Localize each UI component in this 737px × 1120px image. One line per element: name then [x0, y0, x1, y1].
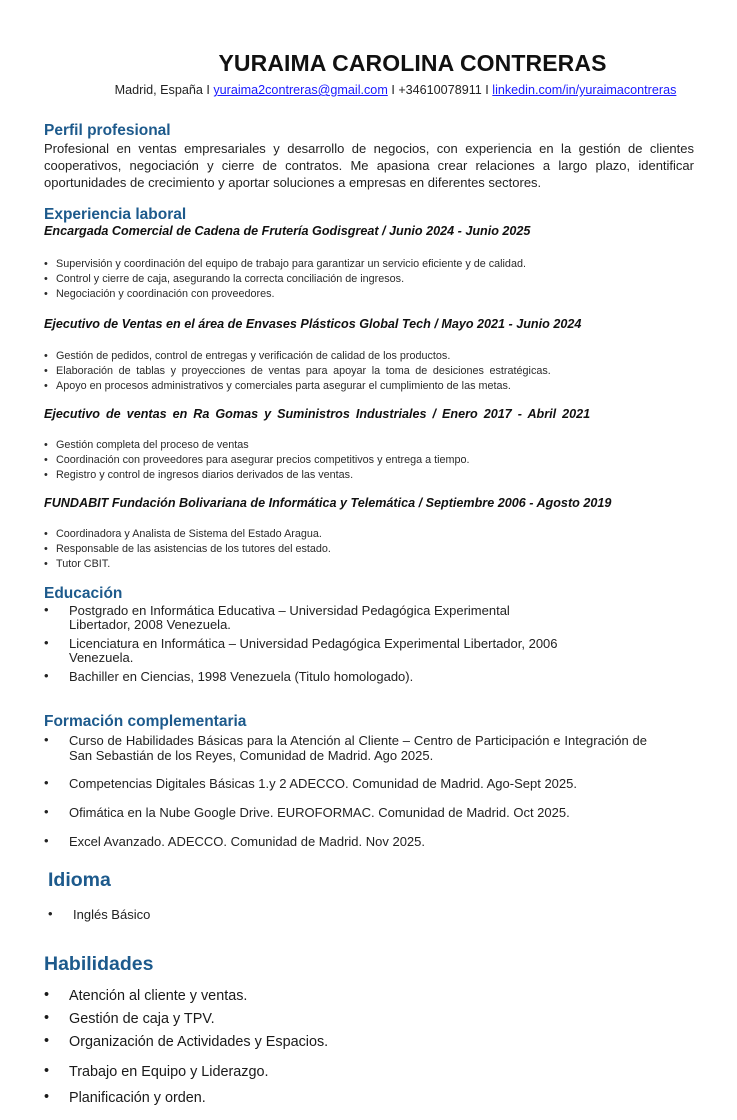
list-item: • Coordinadora y Analista de Sistema del Estado Aragua. — [44, 528, 322, 540]
candidate-name: YURAIMA CAROLINA CONTRERAS — [218, 50, 607, 76]
bullet-icon: • — [44, 635, 49, 650]
separator: I — [391, 83, 395, 97]
bullet-icon: • — [44, 528, 48, 540]
job-bullets — [44, 349, 629, 394]
experience-heading: Experiencia laboral — [44, 206, 187, 223]
job-bullets — [44, 257, 526, 302]
list-item: • Coordinación con proveedores para asegurar precios competitivos y entrega a tiempo. — [44, 454, 470, 466]
training-heading: Formación complementaria — [44, 713, 247, 730]
list-item: • Bachiller en Ciencias, 1998 Venezuela (Titulo homologado). — [44, 668, 414, 684]
bullet-icon: • — [44, 469, 48, 481]
profile-heading: Perfil profesional — [44, 122, 171, 139]
separator: I — [485, 83, 489, 97]
education-heading: Educación — [44, 585, 123, 602]
bullet-icon: • — [44, 258, 48, 270]
bullet-icon: • — [44, 1089, 50, 1105]
bullet-icon: • — [44, 454, 48, 466]
job-bullets — [44, 527, 331, 572]
list-item: • Planificación y orden. — [44, 1089, 206, 1106]
list-item: • Postgrado en Informática Educativa – Universidad Pedagógica Experimental Libertador, 2008 Venezuela. — [44, 602, 510, 632]
list-item: • Gestión de pedidos, control de entregas y verificación de calidad de los productos. — [44, 350, 451, 362]
bullet-icon: • — [44, 380, 48, 392]
bullet-icon: • — [44, 833, 49, 848]
contact-line — [0, 83, 737, 97]
phone: +34610078911 — [398, 83, 482, 97]
bullet-icon: • — [44, 668, 49, 683]
list-item: • Elaboración de tablas y proyecciones de ventas para apoyar la toma de desiciones estratégicas. — [44, 365, 551, 377]
bullet-icon: • — [44, 350, 48, 362]
list-item: • Responsable de las asistencias de los tutores del estado. — [44, 543, 331, 555]
bullet-icon: • — [44, 804, 49, 819]
bullet-icon: • — [44, 1033, 50, 1049]
job-title: Encargada Comercial de Cadena de Frutería Godisgreat / Junio 2024 - Junio 2025 — [44, 224, 531, 238]
list-item: • Excel Avanzado. ADECCO. Comunidad de Madrid. Nov 2025. — [44, 833, 426, 849]
list-item: • Gestión completa del proceso de ventas — [44, 439, 249, 451]
skills-heading: Habilidades — [44, 953, 154, 975]
list-item: • Negociación y coordinación con proveedores. — [44, 288, 275, 300]
list-item: • Competencias Digitales Básicas 1.y 2 ADECCO. Comunidad de Madrid. Ago-Sept 2025. — [44, 775, 577, 791]
list-item: • Trabajo en Equipo y Liderazgo. — [44, 1063, 269, 1080]
job-bullets — [44, 438, 470, 483]
list-item: • Gestión de caja y TPV. — [44, 1010, 215, 1027]
separator: I — [206, 83, 210, 97]
bullet-icon: • — [44, 775, 49, 790]
list-item: • Control y cierre de caja, asegurando la correcta conciliación de ingresos. — [44, 273, 405, 285]
education-list — [44, 602, 558, 684]
training-list — [44, 733, 647, 849]
bullet-icon: • — [44, 732, 49, 747]
linkedin-link[interactable]: linkedin.com/in/yuraimacontreras — [492, 83, 677, 97]
language-list — [48, 908, 150, 922]
bullet-icon: • — [44, 365, 48, 377]
bullet-icon: • — [44, 1063, 50, 1079]
list-item: • Inglés Básico — [48, 906, 151, 922]
job-title: Ejecutivo de ventas en Ra Gomas y Suministros Industriales / Enero 2017 - Abril 2021 — [44, 407, 591, 421]
bullet-icon: • — [44, 273, 48, 285]
bullet-icon: • — [44, 602, 49, 617]
email-link[interactable]: yuraima2contreras@gmail.com — [213, 83, 388, 97]
list-item: • Tutor CBIT. — [44, 558, 111, 570]
list-item: • Ofimática en la Nube Google Drive. EUROFORMAC. Comunidad de Madrid. Oct 2025. — [44, 804, 570, 820]
bullet-icon: • — [44, 987, 50, 1003]
location: Madrid, España — [114, 83, 203, 97]
list-item: • Licenciatura en Informática – Universidad Pedagógica Experimental Libertador, 2006 Venezuela. — [44, 635, 558, 665]
bullet-icon: • — [44, 439, 48, 451]
bullet-icon: • — [48, 906, 53, 921]
bullet-icon: • — [44, 558, 48, 570]
list-item: • Organización de Actividades y Espacios. — [44, 1033, 329, 1050]
bullet-icon: • — [44, 288, 48, 300]
skills-list — [44, 988, 328, 1113]
list-item: • Apoyo en procesos administrativos y comerciales parta asegurar el cumplimiento de las metas. — [44, 380, 511, 392]
list-item: • Supervisión y coordinación del equipo de trabajo para garantizar un servicio eficiente y de calidad. — [44, 258, 526, 270]
list-item: • Atención al cliente y ventas. — [44, 987, 248, 1004]
job-title: Ejecutivo de Ventas en el área de Envases Plásticos Global Tech / Mayo 2021 - Junio 2024 — [44, 317, 582, 331]
language-heading: Idioma — [48, 869, 111, 891]
list-item: • Registro y control de ingresos diarios derivados de las ventas. — [44, 469, 354, 481]
profile-text: Profesional en ventas empresariales y desarrollo de negocios, con experiencia en la gestión de clientes cooperativos, negociación y cierre de contratos. Me apasiona crear relaciones a largo plazo, identificar oportunidades de crecimiento y aportar soluciones a empresas en diferentes sectores. — [44, 141, 694, 190]
bullet-icon: • — [44, 543, 48, 555]
bullet-icon: • — [44, 1010, 50, 1026]
job-title: FUNDABIT Fundación Bolivariana de Informática y Telemática / Septiembre 2006 - Agosto 2019 — [44, 496, 612, 510]
list-item: • Curso de Habilidades Básicas para la Atención al Cliente – Centro de Participación e Integración de San Sebastián de los Reyes, Comunidad de Madrid. Ago 2025. — [44, 732, 647, 763]
